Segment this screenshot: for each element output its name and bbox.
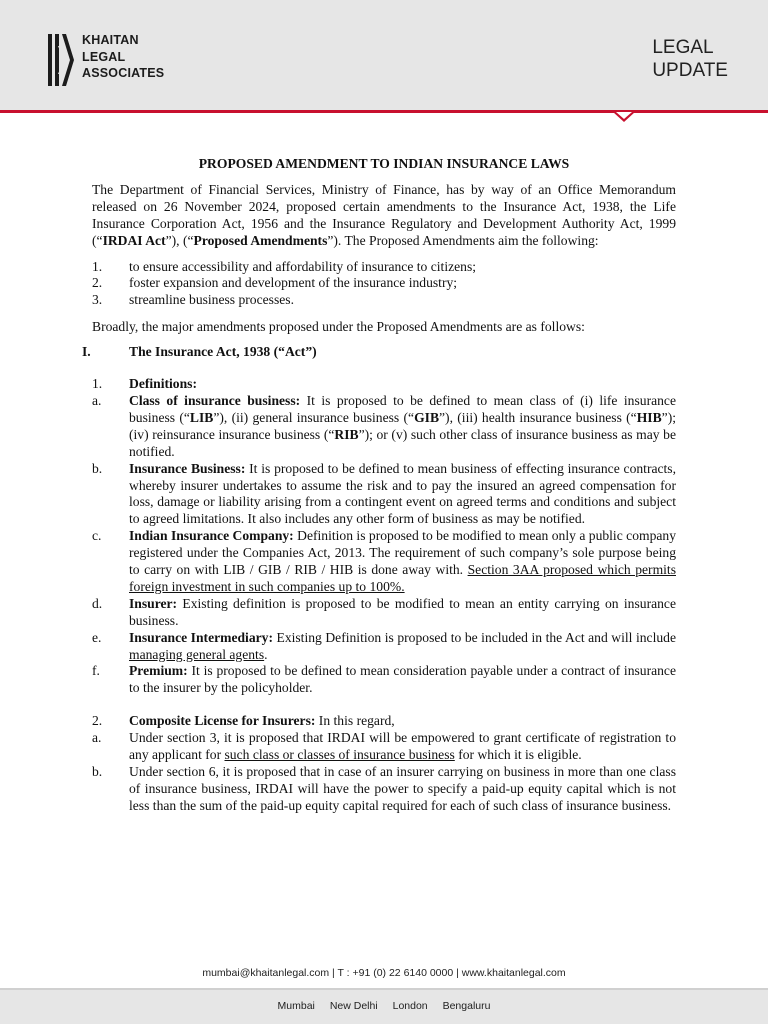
footer-divider <box>0 988 768 990</box>
firm-logo <box>46 32 186 88</box>
intro-text-1: The Department of Financial Services, Ministry of Finance, has by way of an Office Memorandum released on 26 November 2024, proposed certain amendments to the Insurance Act, 1938, the Life Insurance Corporation Act, 1956 and the Insurance Regulatory and Development Authority Act, 1999 (“ <box>92 181 676 248</box>
underlined-text: such class or classes of insurance business <box>224 747 455 763</box>
item-head: Composite License for Insurers: <box>129 713 316 729</box>
text-run: It is proposed to be defined to mean consideration payable under a contract of insurance to the insurer by the policyholder. <box>129 663 676 696</box>
composite-item-section-3 <box>92 730 676 764</box>
list-item-text: to ensure accessibility and affordability of insurance to citizens; <box>129 258 477 274</box>
firm-logo-mark-icon <box>46 32 76 88</box>
subsection-title: Definitions: <box>129 376 197 392</box>
item-text <box>129 730 676 764</box>
bold-term: LIB <box>189 409 214 425</box>
item-letter: f. <box>92 663 100 679</box>
city-mumbai: Mumbai <box>277 1000 315 1012</box>
definition-item-premium <box>92 663 676 697</box>
text-run: It is proposed to be defined to mean business of effecting insurance contracts, whereby insurer undertakes to assume the risk and to pay the insured an agreed compensation for loss, damage or liability arising from a contingent event on agreed terms and conditions and subject to agreed limitations. It also includes any other form of business as may be notified. <box>129 460 676 527</box>
item-text <box>129 630 676 664</box>
section-heading <box>82 344 676 361</box>
definition-item-insurer <box>92 596 676 630</box>
item-head: Class of insurance business: <box>129 392 301 408</box>
text-run: Existing Definition is proposed to be included in the Act and will include <box>272 629 676 645</box>
text-run: Existing definition is proposed to be modified to mean an entity carrying on insurance business. <box>129 595 676 628</box>
text-run: Under section 3, it is proposed that IRDAI will be empowered to grant certificate of registration to any applicant for <box>129 730 676 763</box>
subsection-heading-composite <box>92 713 676 730</box>
item-text <box>129 393 676 461</box>
section-number: I. <box>82 344 91 360</box>
list-item <box>92 259 676 276</box>
definition-item-insurance-business <box>92 461 676 529</box>
definition-item-intermediary <box>92 630 676 664</box>
composite-item-section-6 <box>92 764 676 815</box>
item-text: Under section 6, it is proposed that in case of an insurer carrying on business in more than one class of insurance business, IRDAI will have the power to specify a paid-up equity capital which is not less than the sum of the paid-up equity capital required for each of such class of insurance business. <box>129 764 676 813</box>
item-text <box>129 663 676 697</box>
intro-paragraph <box>92 182 676 250</box>
intro-text-3: ”). The Proposed Amendments aim the following: <box>327 232 599 248</box>
text-run: ”), (ii) general insurance business (“ <box>213 409 415 425</box>
document-body <box>82 156 676 815</box>
item-head: Insurance Business: <box>129 460 246 476</box>
text-run: ”), (iii) health insurance business (“ <box>439 409 637 425</box>
item-head: Indian Insurance Company: <box>129 528 294 544</box>
list-item-text: foster expansion and development of the insurance industry; <box>129 275 458 291</box>
item-letter: e. <box>92 629 102 645</box>
text-run: . <box>264 646 268 662</box>
logo-line-1: KHAITAN <box>82 33 139 47</box>
footer-contact: mumbai@khaitanlegal.com | T : +91 (0) 22 6140 0000 | www.khaitanlegal.com <box>202 967 566 979</box>
city-new-delhi: New Delhi <box>329 1000 378 1012</box>
aims-list <box>92 259 676 310</box>
subsection-number: 2. <box>92 713 103 729</box>
bold-term: RIB <box>334 426 359 442</box>
header-divider <box>0 110 768 113</box>
text-run: Definition is proposed to be modified to mean only a public company registered under the Companies Act, 2013. The requirement of such company’s sole purpose being to carry on with LIB / GIB / RIB / HIB is done away with. <box>129 528 676 578</box>
underlined-text: Section 3AA proposed which permits foreign investment in such companies up to 100%. <box>129 562 676 594</box>
intro-text-2: ”), (“ <box>165 232 194 248</box>
intro-bold-irdai: IRDAI Act <box>102 232 166 248</box>
definition-item-indian-insurance-company <box>92 528 676 596</box>
list-item-number: 3. <box>92 292 103 308</box>
text-run: for which it is eligible. <box>454 747 582 763</box>
legal-update-line-2: UPDATE <box>652 60 728 81</box>
bold-term: GIB <box>414 409 440 425</box>
intro-bold-proposed: Proposed Amendments <box>193 232 328 248</box>
item-letter: a. <box>92 392 102 408</box>
item-head: Insurer: <box>129 595 178 611</box>
text-run: ”); (iv) reinsurance insurance business (“ <box>129 409 676 442</box>
city-bengaluru: Bengaluru <box>442 1000 491 1012</box>
underlined-text: managing general agents <box>129 646 265 662</box>
list-item-number: 2. <box>92 275 103 291</box>
subsection-heading-definitions <box>92 376 676 393</box>
logo-line-3: ASSOCIATES <box>82 66 165 80</box>
logo-line-2: LEGAL <box>82 49 126 64</box>
footer-cities <box>0 1000 768 1012</box>
spacer <box>92 697 676 713</box>
item-text <box>129 596 676 630</box>
broadly-paragraph: Broadly, the major amendments proposed under the Proposed Amendments are as follows: <box>92 319 585 335</box>
item-letter: b. <box>92 460 103 476</box>
firm-logo-text <box>82 32 164 82</box>
text-run: It is proposed to be defined to mean class of (i) life insurance business (“ <box>129 392 676 425</box>
definition-item-class <box>92 393 676 461</box>
list-item-text: streamline business processes. <box>129 292 294 308</box>
list-item-number: 1. <box>92 258 103 274</box>
list-item <box>92 275 676 292</box>
list-item <box>92 292 676 309</box>
subsection-number: 1. <box>92 376 103 392</box>
item-text <box>129 528 676 596</box>
header-notch-inner <box>616 112 632 119</box>
item-letter: b. <box>92 764 103 779</box>
item-head: Premium: <box>129 663 188 679</box>
item-head: Insurance Intermediary: <box>129 629 273 645</box>
section-title: The Insurance Act, 1938 (“Act”) <box>129 344 317 360</box>
item-letter: a. <box>92 730 102 746</box>
item-text <box>129 461 676 529</box>
subsection-title <box>129 713 676 730</box>
item-letter: d. <box>92 595 103 611</box>
item-letter: c. <box>92 528 102 544</box>
document-title: PROPOSED AMENDMENT TO INDIAN INSURANCE LAWS <box>198 156 570 171</box>
bold-term: HIB <box>636 409 662 425</box>
city-london: London <box>392 1000 428 1012</box>
text-run: ”); or (v) such other class of insurance business as may be notified. <box>129 426 676 459</box>
legal-update-line-1: LEGAL <box>652 37 714 58</box>
legal-update-label <box>652 36 728 82</box>
text-run: In this regard, <box>315 713 395 729</box>
